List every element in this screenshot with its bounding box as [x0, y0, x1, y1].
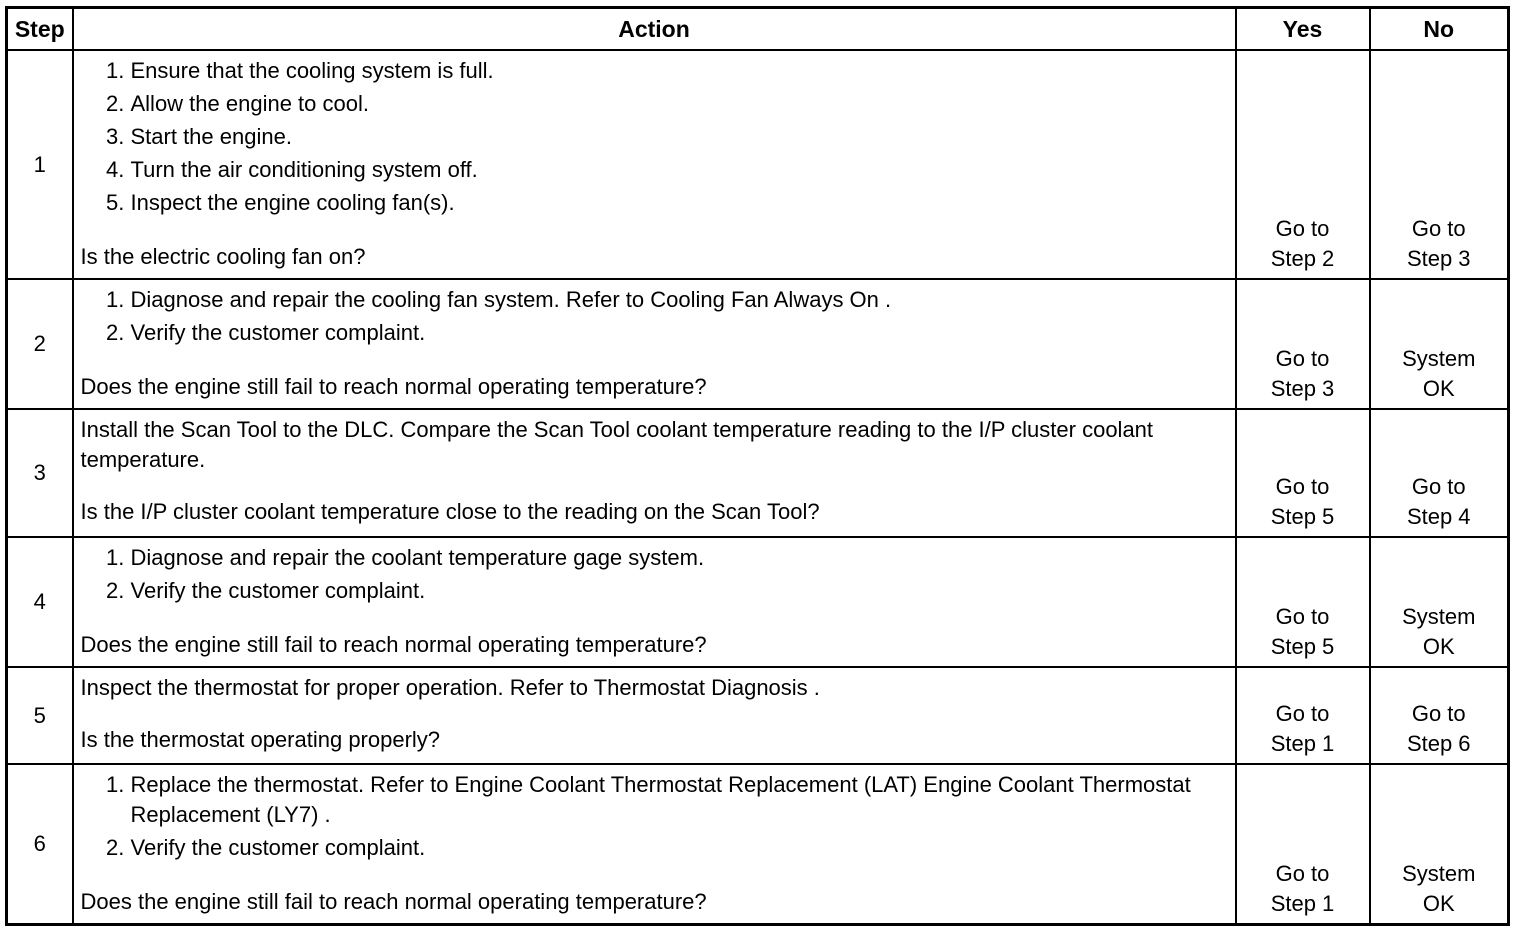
- table-row: [7, 764, 1509, 925]
- no-result: [1370, 764, 1509, 925]
- no-result-line: Go to: [1411, 216, 1466, 241]
- step-number: 3: [7, 409, 73, 537]
- yes-result-line: Step 5: [1270, 504, 1335, 529]
- list-item: 5. Inspect the engine cooling fan(s).: [131, 188, 1229, 221]
- table-row: [7, 50, 1509, 279]
- action-cell: [73, 537, 1236, 667]
- no-result-line: Step 4: [1406, 504, 1471, 529]
- table-row: [7, 667, 1509, 764]
- step-number: 1: [7, 50, 73, 279]
- list-item: 2. Verify the customer complaint.: [131, 833, 1229, 866]
- header-no: No: [1370, 8, 1509, 51]
- question-text: Does the engine still fail to reach normal operating temperature?: [80, 632, 707, 657]
- action-steps-list: [81, 56, 1229, 221]
- action-cell: [73, 667, 1236, 764]
- action-cell: [73, 279, 1236, 409]
- yes-result-line: Go to: [1275, 701, 1330, 726]
- header-yes: Yes: [1236, 8, 1370, 51]
- no-result: [1370, 409, 1509, 537]
- action-cell: [73, 50, 1236, 279]
- list-item: 1. Diagnose and repair the coolant temperature gage system.: [131, 543, 1229, 576]
- step-number: 5: [7, 667, 73, 764]
- no-result-line: Go to: [1411, 474, 1466, 499]
- yes-result: [1236, 409, 1370, 537]
- list-item: 3. Start the engine.: [131, 122, 1229, 155]
- list-item: 4. Turn the air conditioning system off.: [131, 155, 1229, 188]
- table-row: [7, 537, 1509, 667]
- yes-result-line: Go to: [1275, 346, 1330, 371]
- step-number: 2: [7, 279, 73, 409]
- list-item: 2. Verify the customer complaint.: [131, 318, 1229, 351]
- action-text: Install the Scan Tool to the DLC. Compare the Scan Tool coolant temperature reading to the I/P cluster coolant temperature.: [80, 417, 1154, 472]
- yes-result-line: Step 2: [1270, 246, 1335, 271]
- list-item: 2. Allow the engine to cool.: [131, 89, 1229, 122]
- question-text: Is the thermostat operating properly?: [80, 727, 441, 752]
- question-text: Does the engine still fail to reach normal operating temperature?: [80, 889, 707, 914]
- yes-result: [1236, 279, 1370, 409]
- action-cell: [73, 409, 1236, 537]
- question-text: Does the engine still fail to reach normal operating temperature?: [80, 374, 707, 399]
- no-result-line: Go to: [1411, 701, 1466, 726]
- no-result-line: System: [1402, 861, 1476, 886]
- no-result: [1370, 50, 1509, 279]
- no-result: [1370, 667, 1509, 764]
- header-row: [7, 8, 1509, 51]
- yes-result: [1236, 667, 1370, 764]
- list-item: 1. Ensure that the cooling system is full.: [131, 56, 1229, 89]
- yes-result: [1236, 50, 1370, 279]
- header-action: Action: [73, 8, 1236, 51]
- diagnostic-table: [5, 6, 1510, 926]
- yes-result-line: Step 1: [1270, 731, 1335, 756]
- no-result: [1370, 537, 1509, 667]
- yes-result-line: Go to: [1275, 604, 1330, 629]
- step-number: 4: [7, 537, 73, 667]
- list-item: 1. Diagnose and repair the cooling fan system. Refer to Cooling Fan Always On .: [131, 285, 1229, 318]
- action-steps-list: [81, 285, 1229, 351]
- yes-result-line: Go to: [1275, 216, 1330, 241]
- no-result-line: OK: [1422, 376, 1455, 401]
- header-step: Step: [7, 8, 73, 51]
- list-item: 2. Verify the customer complaint.: [131, 576, 1229, 609]
- no-result-line: OK: [1422, 891, 1455, 916]
- no-result-line: System: [1402, 604, 1476, 629]
- no-result-line: System: [1402, 346, 1476, 371]
- step-number: 6: [7, 764, 73, 925]
- yes-result-line: Step 3: [1270, 376, 1335, 401]
- yes-result-line: Step 1: [1270, 891, 1335, 916]
- yes-result-line: Go to: [1275, 861, 1330, 886]
- table-row: [7, 409, 1509, 537]
- action-text: Inspect the thermostat for proper operation. Refer to Thermostat Diagnosis .: [80, 675, 820, 700]
- no-result-line: OK: [1422, 634, 1455, 659]
- no-result-line: Step 6: [1406, 731, 1471, 756]
- action-steps-list: [81, 770, 1229, 866]
- action-cell: [73, 764, 1236, 925]
- question-text: Is the electric cooling fan on?: [80, 244, 366, 269]
- table-row: [7, 279, 1509, 409]
- yes-result: [1236, 537, 1370, 667]
- action-steps-list: [81, 543, 1229, 609]
- no-result: [1370, 279, 1509, 409]
- question-text: Is the I/P cluster coolant temperature close to the reading on the Scan Tool?: [80, 499, 820, 524]
- no-result-line: Step 3: [1406, 246, 1471, 271]
- yes-result-line: Step 5: [1270, 634, 1335, 659]
- list-item: 1. Replace the thermostat. Refer to Engine Coolant Thermostat Replacement (LAT) Engine Coolant Thermostat Replacement (LY7) .: [131, 770, 1229, 833]
- yes-result-line: Go to: [1275, 474, 1330, 499]
- yes-result: [1236, 764, 1370, 925]
